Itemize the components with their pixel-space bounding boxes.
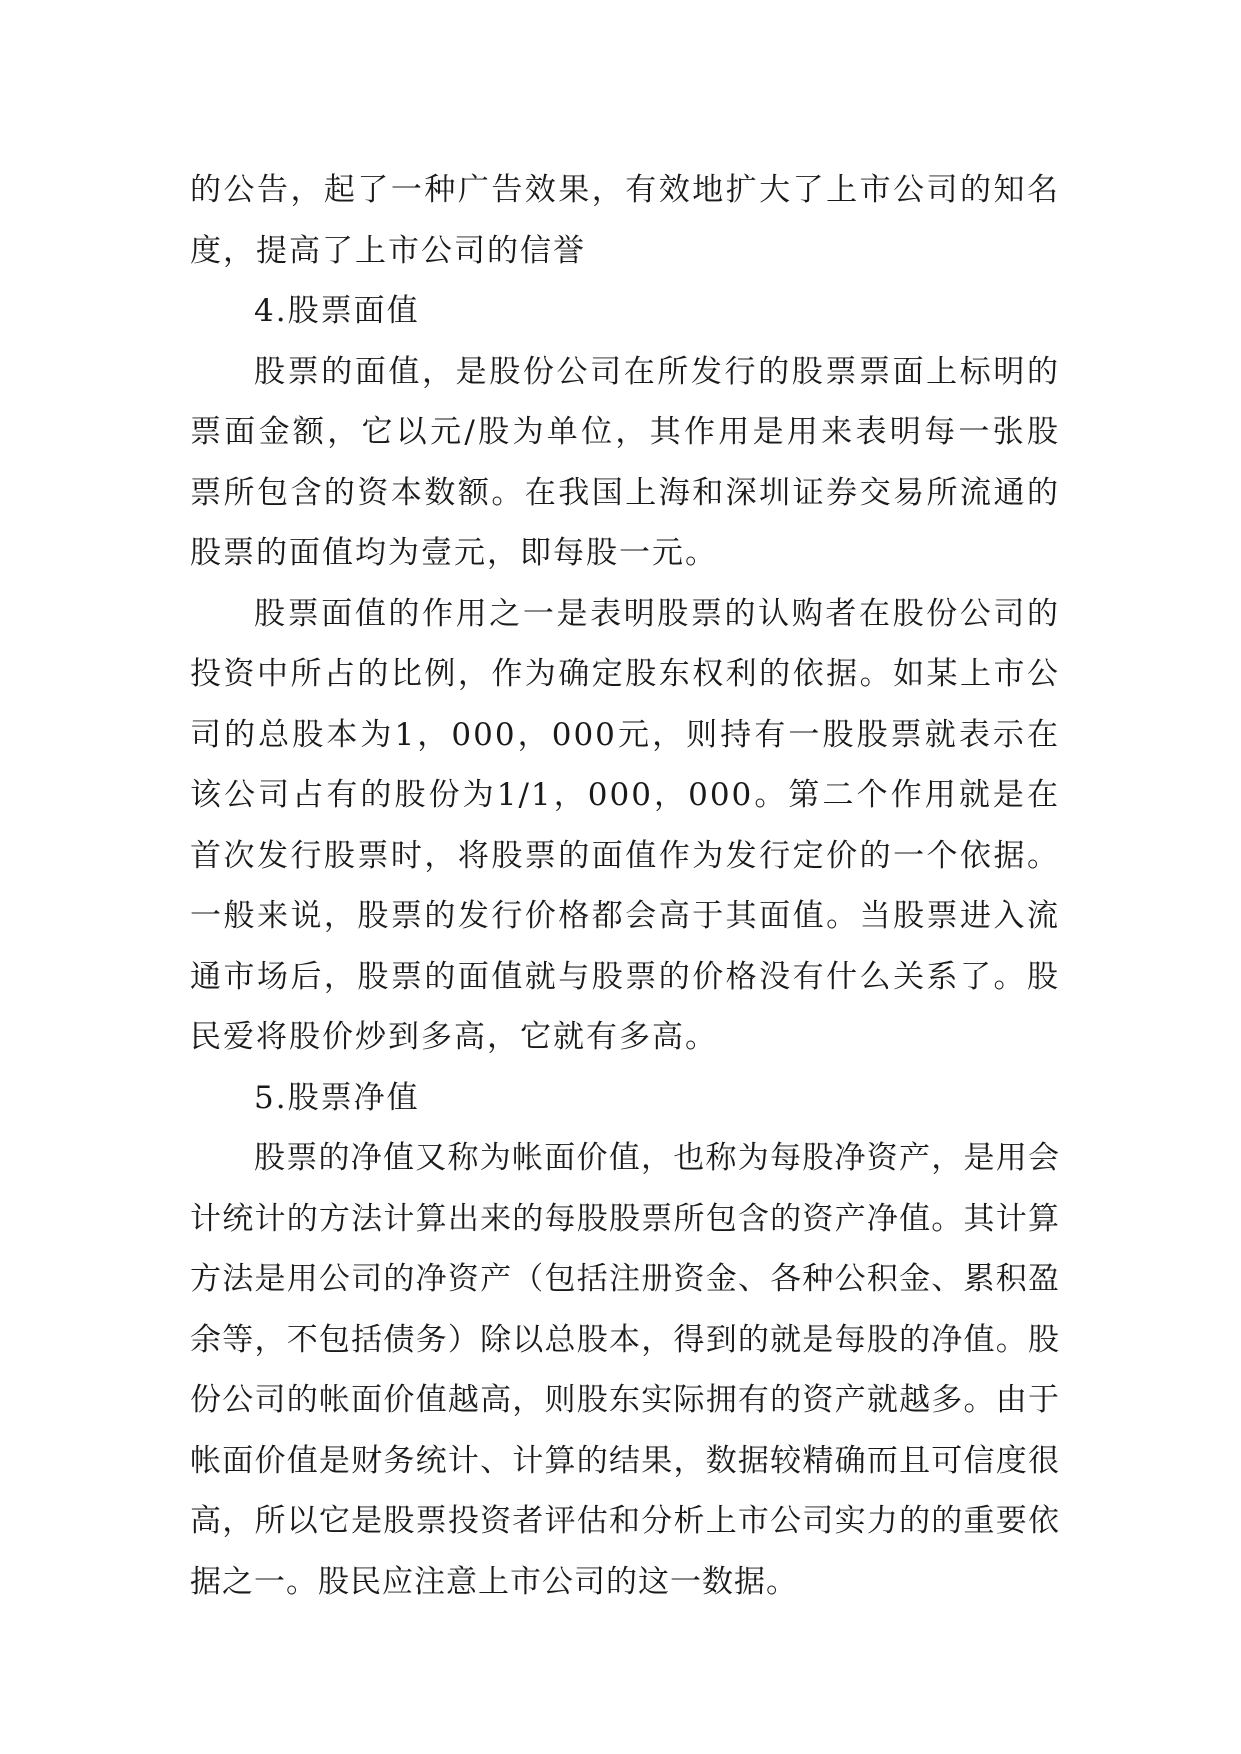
paragraph-face-value-function: 股票面值的作用之一是表明股票的认购者在股份公司的投资中所占的比例，作为确定股东权利的依据。如某上市公司的总股本为1，000，000元，则持有一股股票就表示在该公司占有的股份为1/1，000，000。第二个作用就是在首次发行股票时，将股票的面值作为发行定价的一个依据。一般来说，股票的发行价格都会高于其面值。当股票进入流通市场后，股票的面值就与股票的价格没有什么关系了。股民爱将股价炒到多高，它就有多高。 <box>190 595 1060 1055</box>
section-heading-net-value: 5.股票净值 <box>254 1079 420 1116</box>
document-body <box>190 160 1060 1612</box>
paragraph-face-value-definition: 股票的面值，是股份公司在所发行的股票票面上标明的票面金额，它以元/股为单位，其作用是用来表明每一张股票所包含的资本数额。在我国上海和深圳证券交易所流通的股票的面值均为壹元，即每股一元。 <box>190 353 1060 571</box>
section-heading-face-value: 4.股票面值 <box>254 293 420 329</box>
paragraph-continuation: 的公告，起了一种广告效果，有效地扩大了上市公司的知名度，提高了上市公司的信誉 <box>190 172 1060 269</box>
paragraph-net-value-definition: 股票的净值又称为帐面价值，也称为每股净资产，是用会计统计的方法计算出来的每股股票所包含的资产净值。其计算方法是用公司的净资产（包括注册资金、各种公积金、累积盈余等，不包括债务）除以总股本，得到的就是每股的净值。股份公司的帐面价值越高，则股东实际拥有的资产就越多。由于帐面价值是财务统计、计算的结果，数据较精确而且可信度很高，所以它是股票投资者评估和分析上市公司实力的的重要依据之一。股民应注意上市公司的这一数据。 <box>190 1140 1060 1600</box>
